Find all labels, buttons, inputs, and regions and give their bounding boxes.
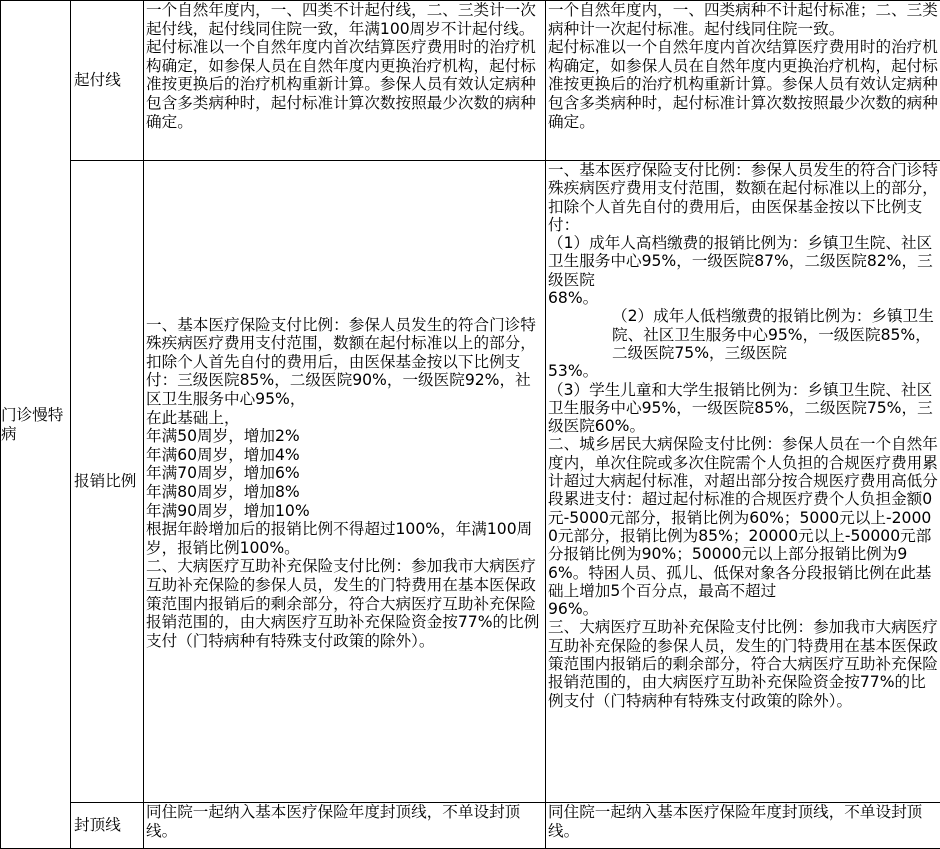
- policy-paragraph: 一个自然年度内，一、四类不计起付线，二、三类计一次起付线，起付线同住院一致，年满100周岁不计起付线。: [146, 1, 536, 38]
- item-label: 封顶线: [74, 816, 121, 835]
- policy-paragraph: 同住院一起纳入基本医疗保险年度封顶线，不单设封顶线。: [548, 803, 923, 840]
- policy-paragraph: 96%。: [548, 600, 599, 619]
- policy-paragraph: （1）成年人高档缴费的报销比例为：乡镇卫生院、社区卫生服务中心95%，一级医院87%，二级医院82%，三级医院: [548, 234, 933, 289]
- policy-paragraph: 二、大病医疗互助补充保险支付比例：参加我市大病医疗互助补充保险的参保人员，发生的门特费用在基本医保政策范围内报销后的剩余部分，符合大病医疗互助补充保险报销范围的，由大病医疗互助补充保险资金按77%的比例支付（门特病种有特殊支付政策的除外）。: [146, 557, 540, 650]
- policy-paragraph: 同住院一起纳入基本医疗保险年度封顶线，不单设封顶线。: [146, 803, 521, 840]
- policy-paragraph: 三、大病医疗互助补充保险支付比例：参加我市大病医疗互助补充保险的参保人员，发生的门特费用在基本医保政策范围内报销后的剩余部分，符合大病医疗互助补充保险报销范围的，由大病医疗互助补充保险资金按77%的比例支付（门特病种有特殊支付政策的除外）。: [548, 618, 938, 710]
- table-row: [1, 1, 940, 161]
- policy-paragraph: 年满80周岁，增加8%: [146, 483, 300, 501]
- old-policy-cell: [144, 803, 546, 849]
- policy-paragraph: 起付标准以一个自然年度内首次结算医疗费用时的治疗机构确定，如参保人员在自然年度内更换治疗机构，起付标准按更换后的治疗机构重新计算。参保人员有效认定病种包含多类病种时，起付标准计算次数按照最少次数的病种确定。: [548, 38, 938, 131]
- policy-paragraph: 年满60周岁，增加4%: [146, 445, 300, 464]
- item-cell: [71, 1, 144, 161]
- category-cell: [1, 1, 71, 849]
- policy-paragraph: 一个自然年度内，一、四类病种不计起付标准；二、三类病种计一次起付标准。起付线同住院一致。: [548, 1, 938, 38]
- old-policy-cell: [144, 1, 546, 161]
- item-label: 报销比例: [74, 472, 137, 491]
- policy-paragraph: 年满90周岁，增加10%: [146, 501, 310, 520]
- policy-paragraph: 一、基本医疗保险支付比例：参保人员发生的符合门诊特殊疾病医疗费用支付范围，数额在起付标准以上的部分，扣除个人首先自付的费用后，由医保基金按以下比例支付：三级医院85%，二级医院90%，一级医院92%，社区卫生服务中心95%，: [146, 315, 536, 409]
- category-label: 门诊慢特病: [1, 405, 64, 443]
- policy-paragraph: 根据年龄增加后的报销比例不得超过100%，年满100周岁，报销比例100%。: [146, 520, 533, 557]
- policy-paragraph: 53%。: [548, 362, 599, 381]
- policy-paragraph: 二、城乡居民大病保险支付比例：参保人员在一个自然年度内，单次住院或多次住院需个人负担的合规医疗费用累计超过大病起付标准，对超出部分按合规医疗费用高低分段累进支付：超过起付标准的合规医疗费个人负担金额0元-5000元部分，报销比例为60%；5000元以上-20000元部分，报销比例为85%；20000元以上-50000元部分报销比例为90%；50000元以上部分报销比例为96%。特困人员、孤儿、低保对象各分段报销比例在此基础上增加5个百分点，最高不超过: [548, 435, 938, 600]
- old-policy-cell: [144, 161, 546, 803]
- policy-paragraph: 68%。: [548, 289, 599, 308]
- new-policy-cell: [546, 161, 940, 803]
- policy-paragraph: 年满50周岁，增加2%: [146, 427, 300, 446]
- policy-paragraph: 年满70周岁，增加6%: [146, 464, 300, 483]
- item-label: 起付线: [74, 71, 121, 90]
- policy-paragraph: （2）成年人低档缴费的报销比例为：乡镇卫生院、社区卫生服务中心95%，一级医院85%，二级医院75%，三级医院: [612, 307, 934, 362]
- table-row: [1, 161, 940, 803]
- policy-paragraph: 一、基本医疗保险支付比例：参保人员发生的符合门诊特殊疾病医疗费用支付范围，数额在起付标准以上的部分，扣除个人首先自付的费用后，由医保基金按以下比例支付：: [548, 161, 938, 234]
- item-cell: [71, 803, 144, 849]
- table-row: [1, 803, 940, 849]
- item-cell: [71, 161, 144, 803]
- policy-paragraph: （3）学生儿童和大学生报销比例为：乡镇卫生院、社区卫生服务中心95%，一级医院85%，二级医院75%，三级医院60%。: [548, 380, 933, 436]
- policy-paragraph: 起付标准以一个自然年度内首次结算医疗费用时的治疗机构确定，如参保人员在自然年度内更换治疗机构，起付标准按更换后的治疗机构重新计算。参保人员有效认定病种包含多类病种时，起付标准计算次数按照最少次数的病种确定。: [146, 38, 536, 131]
- new-policy-cell: [546, 1, 940, 161]
- new-policy-cell: [546, 803, 940, 849]
- policy-paragraph: 在此基础上，: [146, 408, 240, 427]
